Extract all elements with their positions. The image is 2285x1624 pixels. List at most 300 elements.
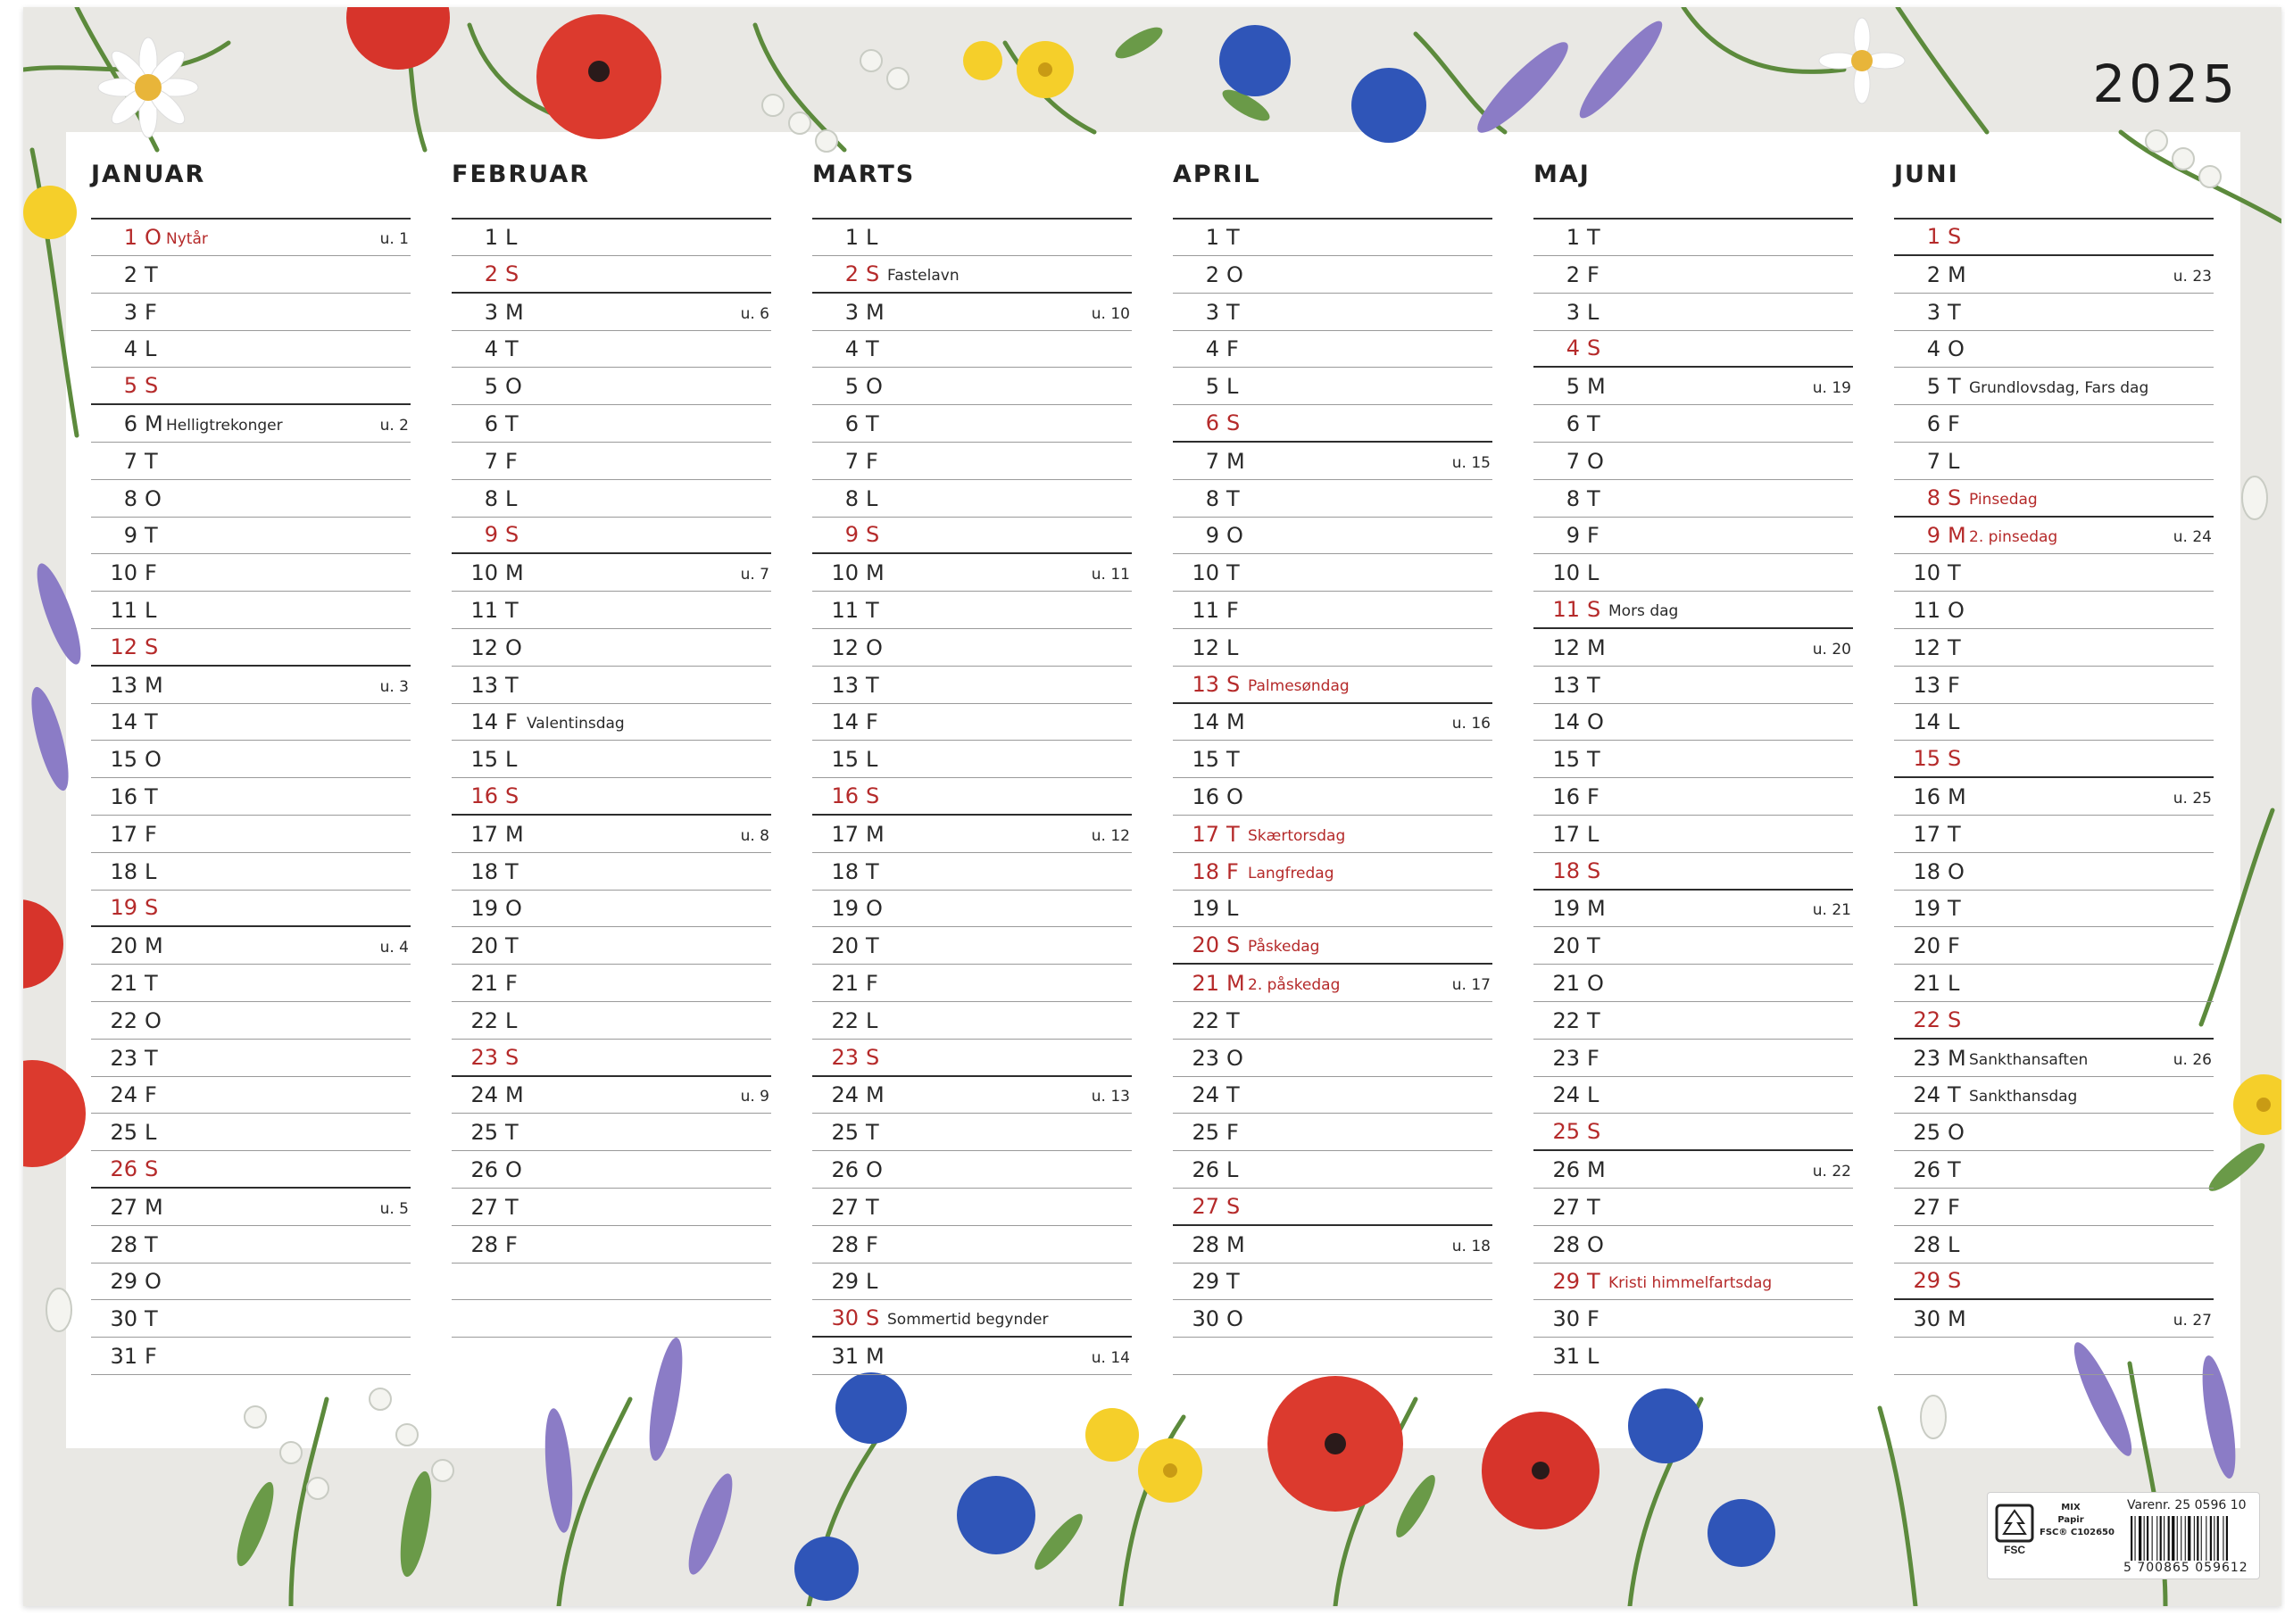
weekday-letter: O (505, 634, 522, 660)
day-row (812, 704, 1132, 741)
holiday-label: Helligtrekonger (166, 417, 283, 435)
day-row (1173, 257, 1492, 294)
weekday-letter: T (1226, 560, 1240, 586)
weekday-letter: T (1226, 747, 1240, 773)
weekday-letter: F (145, 821, 157, 847)
day-number: 18 (470, 858, 498, 884)
calendar-sheet (23, 7, 2281, 1606)
day-number: 4 (1205, 336, 1219, 362)
weekday-letter: L (866, 747, 878, 773)
day-row (1173, 1152, 1492, 1189)
day-number: 7 (484, 448, 498, 474)
weekday-letter: L (1587, 1344, 1600, 1369)
weekday-letter: T (866, 598, 879, 623)
day-number: 13 (110, 672, 137, 698)
day-row (91, 406, 411, 443)
day-number: 5 (1926, 374, 1940, 400)
day-row (452, 294, 771, 331)
day-number: 7 (1566, 448, 1580, 474)
day-row (812, 1003, 1132, 1040)
week-number: u. 4 (379, 939, 409, 957)
weekday-letter: T (145, 523, 158, 549)
week-number: u. 22 (1812, 1163, 1851, 1181)
weekday-letter: M (1226, 971, 1245, 996)
day-row (452, 1227, 771, 1264)
day-row (812, 630, 1132, 667)
day-row (452, 816, 771, 853)
month-februar (452, 132, 771, 1381)
day-number: 13 (1552, 672, 1580, 698)
day-row (812, 369, 1132, 405)
weekday-letter: T (145, 784, 158, 809)
day-row (1894, 220, 2214, 256)
day-row (1533, 331, 1853, 368)
day-number: 25 (470, 1120, 498, 1146)
day-number: 8 (1205, 485, 1219, 511)
day-number: 2 (123, 261, 137, 287)
day-row (452, 592, 771, 629)
day-row (1894, 816, 2214, 853)
day-row (1533, 1264, 1853, 1300)
day-number: 31 (110, 1344, 137, 1369)
weekday-letter: L (145, 598, 157, 623)
day-number: 28 (110, 1231, 137, 1257)
week-number: u. 3 (379, 677, 409, 696)
day-number: 8 (123, 485, 137, 511)
weekday-letter: F (1587, 784, 1600, 809)
week-number: u. 8 (740, 826, 769, 845)
day-number: 29 (110, 1269, 137, 1295)
day-number: 12 (470, 634, 498, 660)
day-row (812, 406, 1132, 443)
barcode-bar (2131, 1516, 2132, 1561)
day-row (91, 630, 411, 667)
day-row (1533, 257, 1853, 294)
day-row (1894, 630, 2214, 667)
fsc-label (1987, 1492, 2260, 1579)
weekday-letter: T (1587, 1269, 1600, 1295)
day-number: 11 (110, 598, 137, 623)
day-number: 8 (484, 485, 498, 511)
weekday-letter: S (505, 1044, 519, 1070)
weekday-letter: F (145, 1082, 157, 1108)
day-row (1173, 965, 1492, 1002)
day-row (812, 1189, 1132, 1226)
day-number: 19 (470, 896, 498, 922)
day-row (1894, 1264, 2214, 1300)
barcode-bar (2156, 1516, 2157, 1561)
weekday-letter: S (866, 783, 880, 808)
weekday-letter: T (505, 336, 519, 362)
day-number: 20 (1913, 933, 1940, 959)
day-row (1533, 1077, 1853, 1114)
day-number: 13 (831, 672, 859, 698)
month-name: JUNI (1894, 161, 1959, 188)
day-number: 3 (1926, 299, 1940, 325)
week-number: u. 20 (1812, 640, 1851, 659)
weekday-letter: T (1948, 634, 1961, 660)
day-row (452, 1003, 771, 1040)
barcode-number: 5 700865 059612 (2123, 1561, 2248, 1575)
week-number: u. 12 (1091, 826, 1130, 845)
day-row (91, 1152, 411, 1189)
day-number: 14 (831, 709, 859, 735)
day-number: 7 (1205, 448, 1219, 474)
day-number: 9 (484, 522, 498, 548)
weekday-letter: T (505, 1194, 519, 1220)
day-row (1173, 369, 1492, 405)
day-row (812, 742, 1132, 778)
weekday-letter: T (145, 1231, 158, 1257)
weekday-letter: M (1226, 709, 1245, 735)
day-row (1894, 369, 2214, 405)
weekday-letter: S (505, 783, 519, 808)
week-number: u. 17 (1451, 976, 1491, 994)
item-number: Varenr. 25 0596 10 (2127, 1498, 2247, 1512)
day-row (1173, 331, 1492, 368)
day-row (812, 294, 1132, 331)
day-row (91, 891, 411, 927)
weekday-letter: T (1226, 299, 1240, 325)
day-number: 25 (110, 1120, 137, 1146)
holiday-label: Skærtorsdag (1248, 826, 1346, 845)
week-number: u. 10 (1091, 304, 1130, 323)
holiday-label: Sankthansaften (1969, 1050, 2089, 1069)
day-row (452, 928, 771, 965)
weekday-letter: F (1587, 261, 1600, 287)
weekday-letter: T (866, 1120, 879, 1146)
weekday-letter: O (145, 1007, 162, 1033)
day-row (1533, 891, 1853, 927)
day-row (1533, 742, 1853, 778)
month-april (1173, 132, 1492, 1381)
year-title: 2025 (2092, 54, 2239, 114)
day-number: 20 (1192, 932, 1219, 958)
day-number: 1 (1205, 225, 1219, 250)
barcode-bar (2164, 1516, 2165, 1561)
weekday-letter: L (1587, 821, 1600, 847)
weekday-letter: F (1948, 1194, 1960, 1220)
day-number: 7 (844, 448, 859, 474)
weekday-letter: S (505, 522, 519, 548)
day-number: 18 (1913, 858, 1940, 884)
day-row (1894, 1152, 2214, 1189)
day-row (1533, 704, 1853, 741)
weekday-letter: T (1948, 1157, 1961, 1182)
day-number: 26 (1913, 1157, 1940, 1182)
day-number: 4 (844, 336, 859, 362)
day-number: 16 (1552, 784, 1580, 809)
day-row (1533, 667, 1853, 704)
day-number: 24 (1913, 1082, 1940, 1108)
weekday-letter: T (145, 709, 158, 735)
day-row (1894, 854, 2214, 891)
day-number: 1 (1926, 224, 1940, 249)
weekday-letter: O (1948, 1120, 1965, 1146)
barcode-bar (2188, 1516, 2190, 1561)
day-number: 23 (831, 1044, 859, 1070)
weekday-letter: T (505, 933, 519, 959)
barcode-bar (2147, 1516, 2148, 1561)
weekday-letter: S (145, 1156, 159, 1181)
day-number: 15 (110, 747, 137, 773)
day-number: 24 (110, 1082, 137, 1108)
day-row (452, 257, 771, 294)
day-number: 9 (844, 522, 859, 548)
barcode-bar (2217, 1516, 2219, 1561)
day-row (1894, 481, 2214, 518)
day-row (91, 928, 411, 965)
day-row (1173, 630, 1492, 667)
day-row (812, 555, 1132, 592)
weekday-letter: O (1587, 709, 1604, 735)
week-number: u. 6 (740, 304, 769, 323)
weekday-letter: M (866, 821, 885, 847)
weekday-letter: F (145, 299, 157, 325)
weekday-letter: M (145, 933, 163, 959)
holiday-label: Kristi himmelfartsdag (1608, 1274, 1773, 1293)
day-row (1173, 1338, 1492, 1375)
day-row (1173, 742, 1492, 778)
day-row (1173, 704, 1492, 741)
day-number: 22 (831, 1007, 859, 1033)
weekday-letter: L (505, 225, 518, 250)
day-number: 14 (1913, 709, 1940, 735)
weekday-letter: F (1587, 1045, 1600, 1071)
day-number: 27 (1192, 1193, 1219, 1219)
day-row (1894, 1077, 2214, 1114)
day-number: 29 (1913, 1268, 1940, 1294)
day-row (452, 891, 771, 927)
day-number: 5 (484, 374, 498, 400)
weekday-letter: T (1587, 225, 1600, 250)
day-row (1894, 1338, 2214, 1375)
day-row (91, 854, 411, 891)
week-number: u. 21 (1812, 901, 1851, 920)
weekday-letter: L (1226, 374, 1239, 400)
day-number: 15 (470, 747, 498, 773)
day-number: 25 (831, 1120, 859, 1146)
day-row (812, 1114, 1132, 1151)
day-row (1173, 1114, 1492, 1151)
weekday-letter: T (1587, 1007, 1600, 1033)
day-row (812, 1040, 1132, 1077)
weekday-letter: O (505, 1157, 522, 1182)
weekday-letter: T (1948, 821, 1961, 847)
day-number: 15 (1192, 747, 1219, 773)
day-number: 14 (1552, 709, 1580, 735)
barcode-bar (2177, 1516, 2178, 1561)
weekday-letter: M (1587, 374, 1606, 400)
weekday-letter: T (1587, 933, 1600, 959)
day-number: 22 (110, 1007, 137, 1033)
holiday-label: Nytår (166, 230, 208, 248)
weekday-letter: T (1948, 560, 1961, 586)
weekday-letter: F (866, 1231, 878, 1257)
day-row (452, 1189, 771, 1226)
weekday-letter: L (145, 1120, 157, 1146)
day-number: 6 (1205, 410, 1219, 435)
weekday-letter: T (505, 858, 519, 884)
day-number: 4 (123, 336, 137, 362)
day-number: 19 (1913, 896, 1940, 922)
day-row (812, 257, 1132, 294)
day-number: 24 (1192, 1082, 1219, 1108)
weekday-letter: F (505, 709, 518, 735)
weekday-letter: S (1948, 746, 1962, 772)
day-number: 21 (1552, 971, 1580, 996)
holiday-label: 2. pinsedag (1969, 528, 2058, 547)
weekday-letter: T (1587, 485, 1600, 511)
day-row (1533, 294, 1853, 331)
day-row (1894, 257, 2214, 294)
weekday-letter: L (866, 485, 878, 511)
day-row (91, 965, 411, 1002)
weekday-letter: M (1948, 523, 1966, 549)
day-number: 21 (1192, 971, 1219, 996)
day-number: 25 (1192, 1120, 1219, 1146)
weekday-letter: L (866, 225, 878, 250)
day-number: 14 (470, 709, 498, 735)
month-januar (91, 132, 411, 1381)
month-juni (1894, 132, 2214, 1381)
day-number: 20 (110, 933, 137, 959)
weekday-letter: T (866, 411, 879, 436)
weekday-letter: S (866, 1044, 880, 1070)
day-row (1533, 443, 1853, 480)
day-row (1894, 928, 2214, 965)
day-number: 27 (110, 1194, 137, 1220)
weekday-letter: L (1587, 560, 1600, 586)
weekday-letter: T (866, 336, 879, 362)
day-number: 19 (831, 896, 859, 922)
day-number: 28 (1192, 1231, 1219, 1257)
day-number: 23 (110, 1045, 137, 1071)
day-row (91, 443, 411, 480)
barcode-bar (2135, 1516, 2136, 1561)
day-number: 10 (110, 560, 137, 586)
day-number: 20 (1552, 933, 1580, 959)
weekday-letter: M (1226, 1231, 1245, 1257)
holiday-label: Grundlovsdag, Fars dag (1969, 379, 2149, 398)
day-number: 6 (484, 411, 498, 436)
day-number: 15 (831, 747, 859, 773)
day-number: 8 (1926, 485, 1940, 510)
weekday-letter: S (1948, 485, 1962, 510)
day-number: 21 (110, 971, 137, 996)
day-row (1173, 294, 1492, 331)
day-number: 29 (1552, 1269, 1580, 1295)
weekday-letter: L (505, 747, 518, 773)
week-number: u. 23 (2173, 267, 2212, 286)
day-number: 21 (1913, 971, 1940, 996)
fsc-logo-text: FSC (2004, 1544, 2025, 1556)
holiday-label: Sankthansdag (1969, 1088, 2078, 1106)
day-row (1533, 1189, 1853, 1226)
weekday-letter: S (1587, 336, 1601, 361)
day-number: 19 (110, 895, 137, 921)
day-number: 16 (470, 783, 498, 808)
weekday-letter: T (145, 261, 158, 287)
day-row (812, 1264, 1132, 1300)
weekday-letter: T (1587, 747, 1600, 773)
weekday-letter: M (1948, 784, 1966, 809)
barcode-bar (2226, 1516, 2228, 1561)
day-row (812, 965, 1132, 1002)
barcode-bar (2210, 1516, 2212, 1561)
weekday-letter: M (145, 672, 163, 698)
day-number: 18 (110, 858, 137, 884)
day-number: 27 (1552, 1194, 1580, 1220)
barcode-bar (2160, 1516, 2162, 1561)
day-row (1533, 481, 1853, 518)
weekday-letter: T (1948, 299, 1961, 325)
weekday-letter: F (1948, 933, 1960, 959)
holiday-label: Mors dag (1608, 602, 1679, 620)
weekday-letter: T (866, 1194, 879, 1220)
day-row (1173, 555, 1492, 592)
weekday-letter: T (1587, 411, 1600, 436)
day-row (91, 481, 411, 518)
day-number: 24 (470, 1082, 498, 1108)
weekday-letter: M (1948, 1306, 1966, 1332)
weekday-letter: T (505, 598, 519, 623)
barcode-bar (2144, 1516, 2145, 1561)
day-row (1533, 630, 1853, 667)
weekday-letter: S (145, 895, 159, 921)
day-number: 6 (1566, 411, 1580, 436)
day-row (1533, 1152, 1853, 1189)
day-number: 17 (1552, 821, 1580, 847)
day-number: 27 (470, 1194, 498, 1220)
day-row (452, 1264, 771, 1300)
weekday-letter: T (145, 1306, 158, 1332)
month-name: JANUAR (91, 161, 206, 188)
weekday-letter: S (1226, 671, 1241, 697)
day-number: 16 (110, 784, 137, 809)
weekday-letter: L (1948, 971, 1960, 996)
day-row (812, 667, 1132, 704)
weekday-letter: L (1587, 1082, 1600, 1108)
day-number: 2 (1926, 261, 1940, 287)
weekday-letter: F (1226, 598, 1239, 623)
weekday-letter: M (1948, 261, 1966, 287)
week-number: u. 27 (2173, 1312, 2212, 1330)
day-row (452, 779, 771, 816)
day-row (1533, 369, 1853, 405)
weekday-letter: M (145, 411, 163, 436)
weekday-letter: L (145, 336, 157, 362)
day-row (452, 1114, 771, 1151)
day-row (1894, 331, 2214, 368)
weekday-letter: O (1226, 523, 1243, 549)
day-row (1894, 518, 2214, 554)
day-number: 17 (1913, 821, 1940, 847)
weekday-letter: F (866, 448, 878, 474)
day-number: 4 (484, 336, 498, 362)
weekday-letter: O (1587, 448, 1604, 474)
day-number: 3 (484, 299, 498, 325)
day-row (91, 779, 411, 816)
barcode (2131, 1516, 2252, 1561)
weekday-letter: S (1226, 932, 1241, 958)
day-number: 7 (1926, 448, 1940, 474)
day-number: 4 (1566, 336, 1580, 361)
day-row (91, 742, 411, 778)
day-row (812, 443, 1132, 480)
weekday-letter: M (1948, 1045, 1966, 1071)
day-number: 11 (1913, 598, 1940, 623)
